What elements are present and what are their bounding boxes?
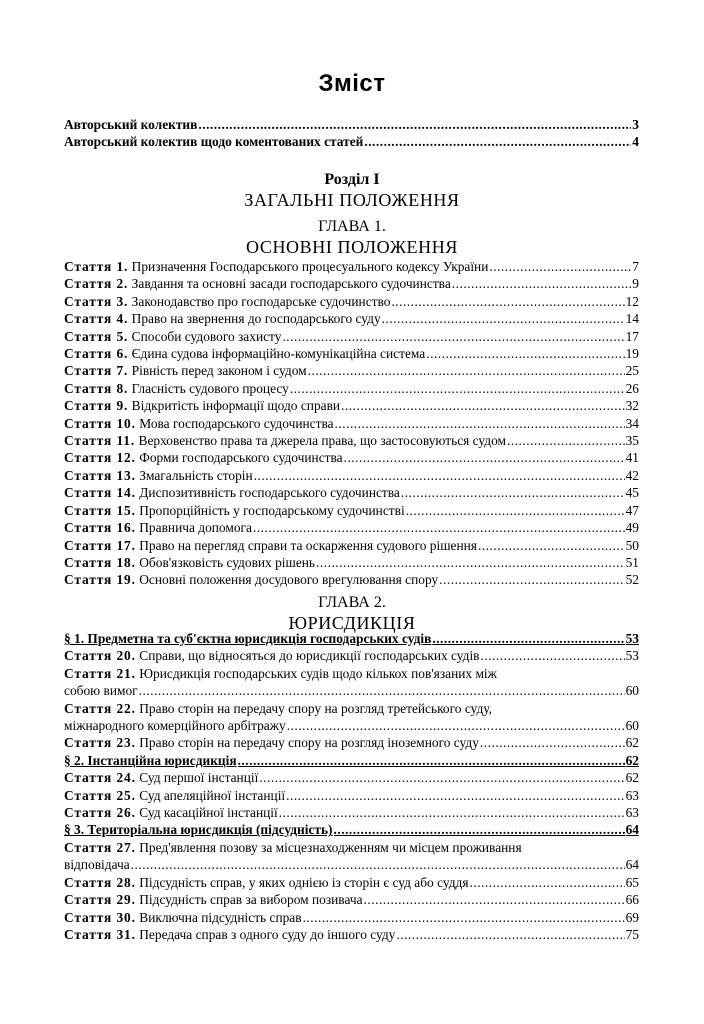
leader-dots [303, 909, 625, 926]
chapter1-label: ГЛАВА 1. [318, 218, 386, 235]
article-page: 50 [625, 537, 639, 553]
article-number: Стаття 5. [64, 328, 129, 344]
leader-dots [432, 630, 624, 647]
article-entry[interactable] [64, 449, 639, 466]
section-heading [0, 170, 704, 211]
article-number: Стаття 13. [64, 467, 136, 483]
leader-dots [131, 856, 625, 873]
article-page: 51 [625, 554, 639, 570]
leader-dots [439, 571, 624, 588]
article-number: Стаття 15. [64, 502, 136, 518]
article-page: 32 [625, 398, 639, 414]
subsection-entry[interactable]: § 1. Предметна та суб'єктна юрисдикція господарських судів ..... 53 [64, 630, 639, 647]
toc-entry-page: 3 [632, 117, 639, 132]
leader-dots [480, 734, 625, 751]
article-page: 9 [632, 276, 639, 292]
article-entry[interactable] [64, 415, 639, 432]
leader-dots [316, 554, 625, 571]
chapter2-title: ЮРИСДИКЦІЯ [288, 613, 416, 633]
toc-entry-page: 4 [632, 134, 639, 150]
article-number: Стаття 7. [64, 363, 129, 379]
article-entry[interactable]: Стаття 22. Право сторін на передачу спору на розгляд третейського суду, міжнародного комерційного арбітражу ..... 60 [64, 700, 639, 735]
article-title: Верховенство права та джерела права, що застосовуються судом [138, 433, 506, 449]
leader-dots [198, 116, 631, 133]
intro-list [64, 116, 639, 151]
article-title: Завдання та основні засади господарського судочинства [131, 276, 451, 292]
toc-entry[interactable] [64, 133, 639, 150]
article-entry[interactable]: Стаття 29. Підсудність справ за вибором позивача ..... 66 [64, 891, 639, 908]
article-entry[interactable]: Стаття 31. Передача справ з одного суду до іншого суду ..... 75 [64, 926, 639, 943]
leader-dots [279, 804, 625, 821]
article-title: Обов'язковість судових рішень [139, 554, 316, 570]
article-entry[interactable] [64, 362, 639, 379]
article-entry[interactable]: Стаття 21. Юрисдикція господарських судів щодо кількох пов'язаних між собою вимог ..... 60 [64, 665, 639, 700]
article-page: 7 [632, 259, 639, 274]
article-entry[interactable] [64, 345, 639, 362]
article-entry[interactable] [64, 554, 639, 571]
article-entry[interactable]: Стаття 20. Справи, що відносяться до юрисдикції господарських судів ..... 53 [64, 647, 639, 664]
leader-dots [396, 926, 624, 943]
leader-dots [238, 752, 625, 769]
leader-dots [470, 874, 625, 891]
leader-dots [452, 275, 632, 292]
article-page: 12 [625, 293, 639, 309]
article-number: Стаття 4. [64, 311, 129, 327]
subsection-entry[interactable]: § 2. Інстанційна юрисдикція ..... 62 [64, 752, 639, 769]
leader-dots [478, 537, 625, 554]
leader-dots [139, 682, 625, 699]
article-number: Стаття 18. [64, 554, 136, 570]
leader-dots [334, 821, 625, 838]
article-number: Стаття 19. [64, 572, 136, 588]
article-page: 52 [625, 572, 639, 588]
toc-entry-label: Авторський колектив [64, 117, 198, 132]
article-page: 25 [625, 363, 639, 379]
article-number: Стаття 8. [64, 380, 129, 396]
leader-dots [287, 717, 625, 734]
toc-entry[interactable] [64, 116, 639, 133]
article-entry[interactable] [64, 310, 639, 327]
article-entry[interactable]: Стаття 24. Суд першої інстанції ..... 62 [64, 769, 639, 786]
article-number: Стаття 11. [64, 433, 136, 449]
article-entry[interactable] [64, 397, 639, 414]
article-entry[interactable] [64, 432, 639, 449]
chapter1-title: ОСНОВНІ ПОЛОЖЕННЯ [246, 237, 458, 257]
article-title: Єдина судова інформаційно-комунікаційна система [131, 346, 426, 362]
article-title: Пропорційність у господарському судочинстві [139, 502, 405, 518]
article-page: 47 [625, 502, 639, 518]
article-entry[interactable]: Стаття 26. Суд касаційної інстанції ..... 63 [64, 804, 639, 821]
article-number: Стаття 14. [64, 485, 136, 501]
article-number: Стаття 10. [64, 415, 136, 431]
leader-dots [391, 293, 624, 310]
leader-dots [406, 502, 625, 519]
article-title: Відкритість інформації щодо справи [131, 398, 341, 414]
article-entry[interactable] [64, 502, 639, 519]
article-entry[interactable] [64, 328, 639, 345]
article-entry[interactable] [64, 275, 639, 292]
article-entry[interactable] [64, 484, 639, 501]
leader-dots [253, 519, 625, 536]
article-title: Основні положення досудового врегулювання спору [139, 572, 439, 588]
section-title: ЗАГАЛЬНІ ПОЛОЖЕННЯ [244, 190, 460, 210]
article-entry[interactable] [64, 380, 639, 397]
article-page: 42 [625, 467, 639, 483]
leader-dots [401, 484, 625, 501]
article-title: Мова господарського судочинства [139, 415, 334, 431]
article-entry[interactable] [64, 519, 639, 536]
article-number: Стаття 16. [64, 520, 136, 536]
article-title: Способи судового захисту [131, 328, 282, 344]
article-number: Стаття 12. [64, 450, 136, 466]
chapter2-heading [0, 593, 704, 634]
article-entry[interactable]: Стаття 28. Підсудність справ, у яких однією із сторін є суд або суддя ..... 65 [64, 874, 639, 891]
chapter1-heading [0, 217, 704, 258]
leader-dots [308, 362, 625, 379]
article-title: Право на звернення до господарського суду [131, 311, 381, 327]
article-entry[interactable] [64, 537, 639, 554]
article-page: 35 [625, 433, 639, 449]
leader-dots [382, 310, 625, 327]
article-page: 45 [625, 485, 639, 501]
article-title: Форми господарського судочинства [139, 450, 343, 466]
article-entry[interactable] [64, 467, 639, 484]
article-number: Стаття 9. [64, 398, 129, 414]
leader-dots [341, 397, 625, 414]
leader-dots [254, 467, 625, 484]
leader-dots [259, 769, 624, 786]
leader-dots [290, 380, 625, 397]
article-entry[interactable] [64, 258, 639, 275]
article-number: Стаття 1. [64, 259, 129, 274]
article-entry[interactable] [64, 571, 639, 588]
article-page: 41 [625, 450, 639, 466]
article-page: 19 [625, 346, 639, 362]
article-number: Стаття 2. [64, 276, 129, 292]
article-number: Стаття 17. [64, 537, 136, 553]
section-label: Розділ I [324, 171, 380, 188]
leader-dots [507, 432, 625, 449]
article-title: Правнича допомога [139, 520, 252, 536]
article-entry[interactable]: Стаття 25. Суд апеляційної інстанції ..... 63 [64, 787, 639, 804]
leader-dots [481, 647, 625, 664]
page-title: Зміст [318, 70, 386, 97]
chapter2-list [64, 630, 639, 943]
leader-dots [344, 449, 625, 466]
leader-dots [364, 891, 625, 908]
article-title: Право на перегляд справи та оскарження судового рішення [139, 537, 477, 553]
leader-dots [426, 345, 624, 362]
article-page: 17 [625, 328, 639, 344]
subsection-entry[interactable]: § 3. Територіальна юрисдикція (підсудність) ..... 64 [64, 821, 639, 838]
article-number: Стаття 6. [64, 346, 129, 362]
article-entry[interactable]: Стаття 30. Виключна підсудність справ ..... 69 [64, 909, 639, 926]
article-entry[interactable]: Стаття 27. Пред'явлення позову за місцезнаходженням чи місцем проживання відповідача ..... 64 [64, 839, 639, 874]
article-title: Призначення Господарського процесуального кодексу України [131, 259, 489, 274]
article-page: 34 [625, 415, 639, 431]
article-title: Диспозитивність господарського судочинства [139, 485, 400, 501]
chapter2-label: ГЛАВА 2. [318, 594, 386, 611]
leader-dots [364, 133, 631, 150]
article-page: 26 [625, 380, 639, 396]
article-title: Змагальність сторін [139, 467, 253, 483]
article-title: Законодавство про господарське судочинство [131, 293, 391, 309]
leader-dots [335, 415, 625, 432]
toc-entry-label: Авторський колектив щодо коментованих статей [64, 134, 364, 150]
article-entry[interactable] [64, 293, 639, 310]
chapter1-list [64, 258, 639, 589]
article-title: Гласність судового процесу [131, 380, 289, 396]
article-page: 14 [625, 311, 639, 327]
leader-dots [489, 258, 631, 275]
article-page: 49 [625, 520, 639, 536]
leader-dots [282, 328, 624, 345]
article-title: Рівність перед законом і судом [131, 363, 307, 379]
article-entry[interactable]: Стаття 23. Право сторін на передачу спору на розгляд іноземного суду ..... 62 [64, 734, 639, 751]
article-number: Стаття 3. [64, 293, 129, 309]
leader-dots [286, 787, 624, 804]
